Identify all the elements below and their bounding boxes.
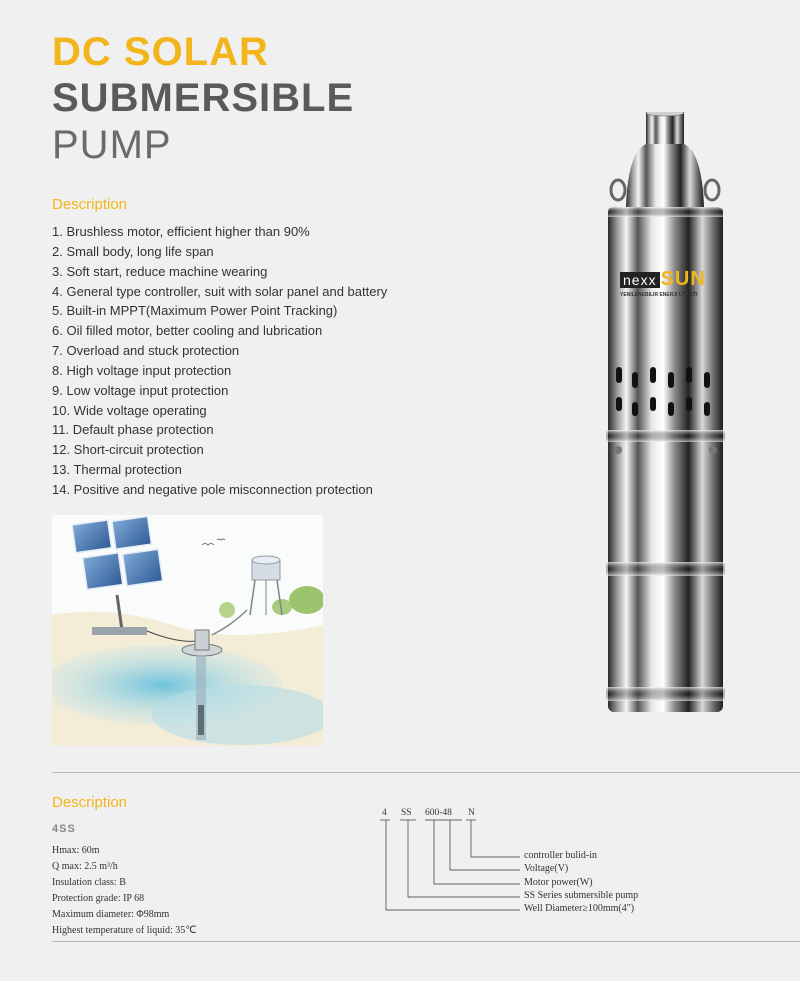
model-code-diagram bbox=[370, 800, 670, 930]
brand-tagline: YENILENEBILIR ENERJI LTD.STI bbox=[620, 292, 698, 298]
code-label-series: SS Series submersible pump bbox=[524, 890, 639, 901]
spec-item: Insulation class: B bbox=[52, 877, 126, 888]
feature-item: 1. Brushless motor, efficient higher than 90% bbox=[52, 224, 310, 239]
feature-item: 14. Positive and negative pole misconnection protection bbox=[52, 481, 373, 497]
feature-item: 12. Short-circuit protection bbox=[52, 442, 204, 458]
feature-item: 11. Default phase protection bbox=[52, 422, 214, 438]
description-heading: Description bbox=[52, 196, 128, 213]
feature-item: 4. General type controller, suit with solar panel and battery bbox=[52, 283, 388, 299]
feature-item: 13. Thermal protection bbox=[52, 462, 182, 478]
title-line-1: DC SOLAR bbox=[52, 30, 269, 74]
spec-heading: Description bbox=[52, 794, 128, 811]
feature-item: 5. Built-in MPPT(Maximum Power Point Tracking) bbox=[52, 303, 338, 319]
code-label-well-diameter: Well Diameter≥100mm(4") bbox=[524, 903, 635, 914]
brand-name-part1: nexx bbox=[620, 272, 660, 288]
code-part-controller: N bbox=[468, 808, 475, 818]
spec-item: Protection grade: IP 68 bbox=[52, 893, 145, 904]
feature-item: 2. Small body, long life span bbox=[52, 243, 214, 259]
spec-list bbox=[52, 843, 197, 939]
feature-item: 8. High voltage input protection bbox=[52, 362, 232, 378]
title-line-2: SUBMERSIBLE bbox=[52, 76, 355, 120]
section-divider bbox=[52, 772, 800, 773]
spec-item: Maximum diameter: Φ98mm bbox=[52, 909, 170, 920]
feature-item: 7. Overload and stuck protection bbox=[52, 343, 240, 359]
feature-list bbox=[52, 222, 387, 500]
brand-name-part2: SUN bbox=[660, 268, 706, 290]
spec-item: Q max: 2.5 m³/h bbox=[52, 861, 118, 872]
model-name: 4SS bbox=[52, 823, 76, 835]
code-label-motor-power: Motor power(W) bbox=[524, 877, 593, 888]
code-label-controller: controller bulid-in bbox=[524, 850, 598, 861]
code-part-power-voltage: 600-48 bbox=[425, 808, 452, 818]
pump-product-image bbox=[598, 112, 733, 717]
spec-item: Hmax: 60m bbox=[52, 845, 100, 856]
feature-item: 6. Oil filled motor, better cooling and lubrication bbox=[52, 323, 323, 339]
brand-logo bbox=[620, 268, 720, 298]
feature-item: 3. Soft start, reduce machine wearing bbox=[52, 263, 268, 279]
title-line-3: PUMP bbox=[52, 123, 172, 167]
bottom-divider bbox=[52, 941, 800, 942]
feature-item: 9. Low voltage input protection bbox=[52, 382, 229, 398]
solar-system-illustration bbox=[52, 515, 323, 746]
feature-item: 10. Wide voltage operating bbox=[52, 402, 207, 418]
code-label-voltage: Voltage(V) bbox=[524, 863, 569, 874]
spec-item: Highest temperature of liquid: 35℃ bbox=[52, 925, 197, 936]
code-part-diameter: 4 bbox=[382, 808, 387, 818]
code-part-series: SS bbox=[401, 808, 412, 818]
